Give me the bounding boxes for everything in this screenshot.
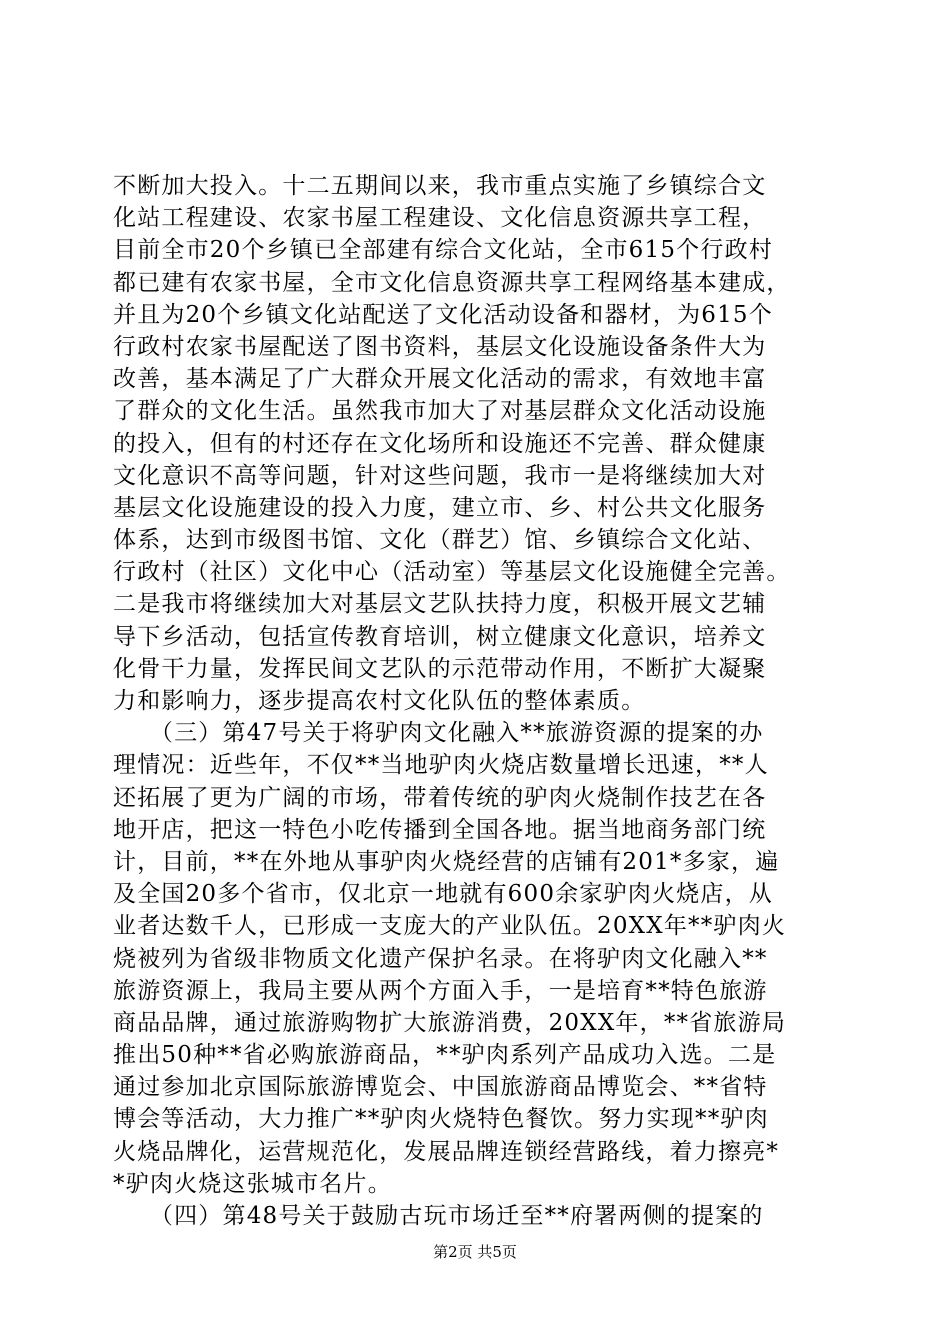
- text-line: 化站工程建设、农家书屋工程建设、文化信息资源共享工程，: [113, 205, 767, 232]
- text-line: 烧被列为省级非物质文化遗产保护名录。在将驴肉文化融入**: [113, 945, 768, 972]
- text-line: 旅游资源上，我局主要从两个方面入手，一是培育**特色旅游: [113, 977, 768, 1004]
- text-line: 导下乡活动，包括宣传教育培训，树立健康文化意识，培养文: [113, 623, 767, 650]
- text-line: 还拓展了更为广阔的市场，带着传统的驴肉火烧制作技艺在各: [113, 784, 767, 811]
- text-line: 及全国20多个省市，仅北京一地就有600余家驴肉火烧店，从: [113, 881, 773, 908]
- text-line: 的投入，但有的村还存在文化场所和设施还不完善、群众健康: [113, 430, 767, 457]
- text-line: 二是我市将继续加大对基层文艺队扶持力度，积极开展文艺辅: [113, 591, 767, 618]
- text-line: （四）第48号关于鼓励古玩市场迁至**府署两侧的提案的: [113, 1203, 764, 1229]
- text-line: 通过参加北京国际旅游博览会、中国旅游商品博览会、**省特: [113, 1074, 768, 1101]
- text-line: 业者达数千人，已形成一支庞大的产业队伍。20XX年**驴肉火: [113, 913, 787, 940]
- text-line: 文化意识不高等问题，针对这些问题，我市一是将继续加大对: [113, 462, 767, 489]
- text-line: 力和影响力，逐步提高农村文化队伍的整体素质。: [113, 688, 646, 714]
- text-line: 改善，基本满足了广大群众开展文化活动的需求，有效地丰富: [113, 366, 767, 393]
- text-line: 推出50种**省必购旅游商品，**驴肉系列产品成功入选。二是: [113, 1042, 777, 1069]
- text-line: 不断加大投入。十二五期间以来，我市重点实施了乡镇综合文: [113, 173, 767, 199]
- text-line: 化骨干力量，发挥民间文艺队的示范带动作用，不断扩大凝聚: [113, 655, 767, 682]
- text-line: 行政村（社区）文化中心（活动室）等基层文化设施健全完善。: [113, 559, 791, 586]
- text-line: 地开店，把这一特色小吃传播到全国各地。据当地商务部门统: [113, 816, 767, 843]
- text-line: 计，目前，**在外地从事驴肉火烧经营的店铺有201*多家，遍: [113, 848, 780, 875]
- text-line: 并且为20个乡镇文化站配送了文化活动设备和器材，为615个: [113, 301, 773, 328]
- text-line: 商品品牌，通过旅游购物扩大旅游消费，20XX年，**省旅游局: [113, 1009, 787, 1036]
- text-line: 目前全市20个乡镇已全部建有综合文化站，全市615个行政村: [113, 237, 773, 264]
- text-line: 博会等活动，大力推广**驴肉火烧特色餐饮。努力实现**驴肉: [113, 1106, 769, 1133]
- text-line: 了群众的文化生活。虽然我市加大了对基层群众文化活动设施: [113, 398, 767, 425]
- text-line: （三）第47号关于将驴肉文化融入**旅游资源的提案的办: [113, 720, 764, 747]
- text-line: 体系，达到市级图书馆、文化（群艺）馆、乡镇综合文化站、: [113, 527, 767, 554]
- text-line: 都已建有农家书屋，全市文化信息资源共享工程网络基本建成，: [113, 269, 791, 296]
- body-text: [113, 170, 837, 1232]
- text-line: 火烧品牌化，运营规范化，发展品牌连锁经营路线，着力擦亮*: [113, 1138, 780, 1165]
- text-line: 理情况：近些年，不仅**当地驴肉火烧店数量增长迅速，**人: [113, 752, 769, 779]
- text-line: *驴肉火烧这张城市名片。: [113, 1170, 392, 1197]
- text-line: 基层文化设施建设的投入力度，建立市、乡、村公共文化服务: [113, 494, 767, 521]
- text-line: 行政村农家书屋配送了图书资料，基层文化设施设备条件大为: [113, 333, 767, 360]
- page-footer: 第2页 共5页: [433, 1243, 517, 1261]
